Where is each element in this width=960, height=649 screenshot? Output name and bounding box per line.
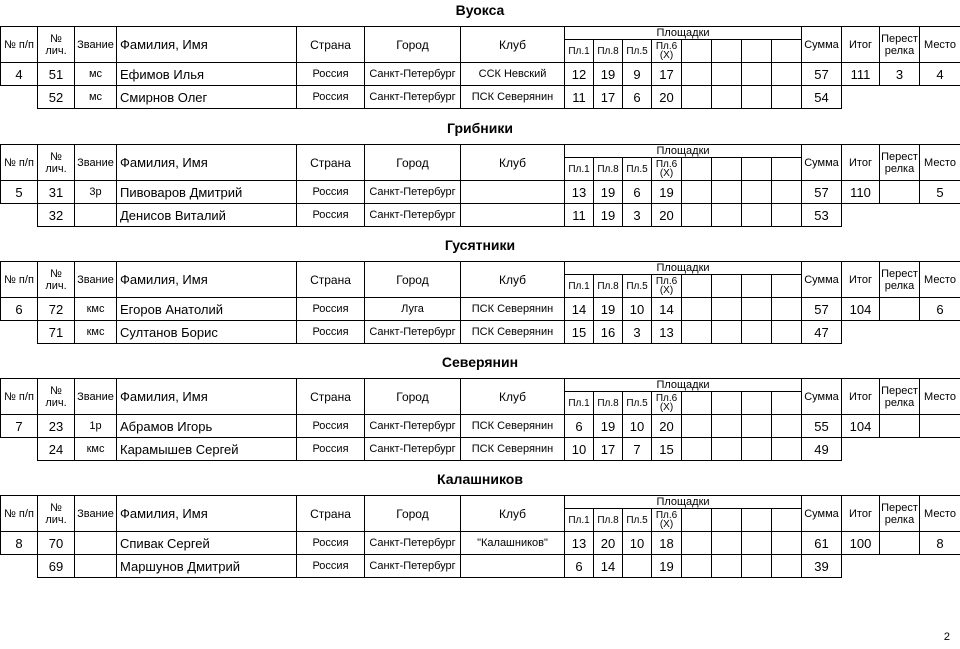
header-area-column <box>771 274 802 298</box>
header-area-column: Пл.5 <box>622 508 652 532</box>
city-cell: Санкт-Петербург <box>364 437 461 461</box>
score-cell: 13 <box>564 180 594 204</box>
sum-cell: 61 <box>801 531 842 555</box>
score-cell <box>771 62 802 86</box>
header-name: Фамилия, Имя <box>116 378 297 415</box>
rank-cell: 1р <box>74 414 117 438</box>
sum-cell: 49 <box>801 437 842 461</box>
header-area-column <box>711 391 742 415</box>
header-place: Место <box>919 378 960 415</box>
name-cell: Султанов Борис <box>116 320 297 344</box>
team-block <box>0 235 960 345</box>
header-area-column <box>681 391 712 415</box>
participant-num-cell: 70 <box>37 531 75 555</box>
score-cell <box>771 203 802 227</box>
score-cell: 19 <box>593 203 623 227</box>
header-areas: Площадки <box>564 261 802 275</box>
score-cell <box>711 320 742 344</box>
header-name: Фамилия, Имя <box>116 261 297 298</box>
header-area-column: Пл.6 (X) <box>651 274 682 298</box>
header-area-column: Пл.6 (X) <box>651 157 682 181</box>
header-reweigh: Перест релка <box>879 26 920 63</box>
header-area-column <box>681 508 712 532</box>
participant-num-cell: 31 <box>37 180 75 204</box>
sum-cell: 57 <box>801 297 842 321</box>
team-block <box>0 469 960 579</box>
name-cell: Смирнов Олег <box>116 85 297 109</box>
score-cell <box>741 180 772 204</box>
header-area-column: Пл.8 <box>593 157 623 181</box>
score-cell: 14 <box>564 297 594 321</box>
header-sum: Сумма <box>801 26 842 63</box>
reweigh-cell <box>879 414 920 438</box>
score-cell <box>711 180 742 204</box>
name-cell: Ефимов Илья <box>116 62 297 86</box>
header-num-pp: № п/п <box>0 495 38 532</box>
score-cell <box>711 297 742 321</box>
header-name: Фамилия, Имя <box>116 26 297 63</box>
club-cell: ПСК Северянин <box>460 414 565 438</box>
header-areas: Площадки <box>564 495 802 509</box>
header-reweigh: Перест релка <box>879 261 920 298</box>
name-cell: Карамышев Сергей <box>116 437 297 461</box>
score-cell <box>681 180 712 204</box>
header-area-column <box>711 157 742 181</box>
score-cell: 19 <box>651 180 682 204</box>
team-block <box>0 0 960 110</box>
country-cell: Россия <box>296 297 365 321</box>
score-cell: 12 <box>564 62 594 86</box>
sum-cell: 47 <box>801 320 842 344</box>
page-number: 2 <box>943 631 950 643</box>
score-cell: 19 <box>593 62 623 86</box>
header-area-column <box>711 39 742 63</box>
score-cell <box>681 531 712 555</box>
country-cell: Россия <box>296 203 365 227</box>
header-club: Клуб <box>460 261 565 298</box>
team-title: Гусятники <box>444 237 516 253</box>
score-cell: 19 <box>593 414 623 438</box>
header-country: Страна <box>296 495 365 532</box>
header-city: Город <box>364 261 461 298</box>
header-area-column: Пл.6 (X) <box>651 391 682 415</box>
sum-cell: 57 <box>801 62 842 86</box>
name-cell: Маршунов Дмитрий <box>116 554 297 578</box>
score-cell: 11 <box>564 85 594 109</box>
score-cell <box>681 85 712 109</box>
header-area-column <box>681 39 712 63</box>
score-cell <box>771 297 802 321</box>
score-cell: 19 <box>651 554 682 578</box>
header-city: Город <box>364 26 461 63</box>
rank-cell <box>74 554 117 578</box>
score-cell: 10 <box>622 531 652 555</box>
score-cell <box>711 414 742 438</box>
score-cell <box>741 320 772 344</box>
rank-cell: кмс <box>74 320 117 344</box>
score-cell <box>681 62 712 86</box>
header-area-column <box>741 391 772 415</box>
header-area-column: Пл.6 (X) <box>651 39 682 63</box>
name-cell: Пивоваров Дмитрий <box>116 180 297 204</box>
score-cell <box>771 320 802 344</box>
score-cell <box>622 554 652 578</box>
score-cell: 11 <box>564 203 594 227</box>
club-cell: "Калашников" <box>460 531 565 555</box>
header-club: Клуб <box>460 378 565 415</box>
score-cell: 19 <box>593 180 623 204</box>
header-area-column: Пл.8 <box>593 391 623 415</box>
participant-num-cell: 23 <box>37 414 75 438</box>
rank-cell <box>74 203 117 227</box>
score-cell <box>681 554 712 578</box>
header-reweigh: Перест релка <box>879 378 920 415</box>
header-area-column <box>771 39 802 63</box>
city-cell: Санкт-Петербург <box>364 203 461 227</box>
header-rank: Звание <box>74 144 117 181</box>
team-block <box>0 118 960 228</box>
reweigh-cell <box>879 297 920 321</box>
participant-num-cell: 69 <box>37 554 75 578</box>
header-rank: Звание <box>74 261 117 298</box>
header-area-column <box>741 157 772 181</box>
club-cell <box>460 180 565 204</box>
score-cell: 13 <box>651 320 682 344</box>
team-order-cell: 6 <box>0 297 38 321</box>
header-country: Страна <box>296 144 365 181</box>
header-place: Место <box>919 26 960 63</box>
header-name: Фамилия, Имя <box>116 495 297 532</box>
sum-cell: 57 <box>801 180 842 204</box>
sum-cell: 53 <box>801 203 842 227</box>
participant-num-cell: 32 <box>37 203 75 227</box>
team-order-cell: 4 <box>0 62 38 86</box>
club-cell: ПСК Северянин <box>460 320 565 344</box>
club-cell: ПСК Северянин <box>460 297 565 321</box>
city-cell: Санкт-Петербург <box>364 62 461 86</box>
country-cell: Россия <box>296 62 365 86</box>
score-cell <box>771 554 802 578</box>
city-cell: Санкт-Петербург <box>364 85 461 109</box>
total-cell: 104 <box>841 297 880 321</box>
team-order-cell: 7 <box>0 414 38 438</box>
place-cell: 8 <box>919 531 960 555</box>
header-country: Страна <box>296 261 365 298</box>
country-cell: Россия <box>296 85 365 109</box>
header-area-column: Пл.5 <box>622 39 652 63</box>
city-cell: Санкт-Петербург <box>364 414 461 438</box>
club-cell: ССК Невский <box>460 62 565 86</box>
total-cell: 104 <box>841 414 880 438</box>
score-cell: 20 <box>593 531 623 555</box>
header-num-lich: № лич. <box>37 144 75 181</box>
header-area-column <box>741 274 772 298</box>
reweigh-cell <box>879 531 920 555</box>
sum-cell: 55 <box>801 414 842 438</box>
score-cell <box>711 62 742 86</box>
place-cell: 6 <box>919 297 960 321</box>
country-cell: Россия <box>296 554 365 578</box>
place-cell: 4 <box>919 62 960 86</box>
rank-cell: мс <box>74 85 117 109</box>
header-num-lich: № лич. <box>37 261 75 298</box>
name-cell: Спивак Сергей <box>116 531 297 555</box>
header-reweigh: Перест релка <box>879 144 920 181</box>
place-cell <box>919 414 960 438</box>
participant-num-cell: 51 <box>37 62 75 86</box>
name-cell: Егоров Анатолий <box>116 297 297 321</box>
score-cell <box>681 203 712 227</box>
score-cell <box>711 554 742 578</box>
header-area-column: Пл.1 <box>564 157 594 181</box>
header-sum: Сумма <box>801 144 842 181</box>
header-total: Итог <box>841 495 880 532</box>
header-num-lich: № лич. <box>37 26 75 63</box>
header-reweigh: Перест релка <box>879 495 920 532</box>
header-area-column: Пл.8 <box>593 39 623 63</box>
score-cell: 19 <box>593 297 623 321</box>
score-cell: 20 <box>651 85 682 109</box>
header-place: Место <box>919 144 960 181</box>
header-total: Итог <box>841 261 880 298</box>
team-block <box>0 352 960 462</box>
score-cell: 9 <box>622 62 652 86</box>
header-area-column <box>711 508 742 532</box>
header-areas: Площадки <box>564 26 802 40</box>
participant-num-cell: 24 <box>37 437 75 461</box>
total-cell: 110 <box>841 180 880 204</box>
header-club: Клуб <box>460 495 565 532</box>
country-cell: Россия <box>296 437 365 461</box>
score-cell: 13 <box>564 531 594 555</box>
header-city: Город <box>364 378 461 415</box>
score-cell: 3 <box>622 320 652 344</box>
club-cell <box>460 203 565 227</box>
score-cell <box>771 437 802 461</box>
city-cell: Санкт-Петербург <box>364 554 461 578</box>
header-total: Итог <box>841 144 880 181</box>
header-area-column: Пл.8 <box>593 274 623 298</box>
score-cell: 7 <box>622 437 652 461</box>
header-area-column: Пл.5 <box>622 274 652 298</box>
total-cell: 100 <box>841 531 880 555</box>
score-cell: 3 <box>622 203 652 227</box>
score-cell <box>741 62 772 86</box>
score-cell <box>771 180 802 204</box>
header-num-pp: № п/п <box>0 261 38 298</box>
score-cell <box>711 85 742 109</box>
place-cell: 5 <box>919 180 960 204</box>
rank-cell <box>74 531 117 555</box>
header-num-lich: № лич. <box>37 378 75 415</box>
team-title: Вуокса <box>455 2 505 18</box>
header-city: Город <box>364 144 461 181</box>
score-cell: 17 <box>593 85 623 109</box>
rank-cell: 3р <box>74 180 117 204</box>
score-cell: 6 <box>622 85 652 109</box>
header-rank: Звание <box>74 26 117 63</box>
club-cell <box>460 554 565 578</box>
country-cell: Россия <box>296 531 365 555</box>
rank-cell: мс <box>74 62 117 86</box>
team-title: Калашников <box>437 471 523 487</box>
score-cell <box>681 297 712 321</box>
header-area-column <box>771 157 802 181</box>
score-cell: 20 <box>651 414 682 438</box>
score-cell: 17 <box>651 62 682 86</box>
header-area-column: Пл.6 (X) <box>651 508 682 532</box>
header-club: Клуб <box>460 144 565 181</box>
header-city: Город <box>364 495 461 532</box>
city-cell: Санкт-Петербург <box>364 320 461 344</box>
score-cell <box>771 414 802 438</box>
header-area-column: Пл.1 <box>564 39 594 63</box>
participant-num-cell: 71 <box>37 320 75 344</box>
header-area-column <box>741 39 772 63</box>
score-cell: 10 <box>564 437 594 461</box>
header-area-column: Пл.1 <box>564 508 594 532</box>
header-area-column: Пл.5 <box>622 391 652 415</box>
reweigh-cell: 3 <box>879 62 920 86</box>
score-cell: 6 <box>564 554 594 578</box>
score-cell <box>681 320 712 344</box>
rank-cell: кмс <box>74 437 117 461</box>
score-cell <box>741 554 772 578</box>
score-cell: 14 <box>651 297 682 321</box>
score-cell <box>711 531 742 555</box>
score-cell: 20 <box>651 203 682 227</box>
participant-num-cell: 52 <box>37 85 75 109</box>
header-country: Страна <box>296 26 365 63</box>
score-cell <box>771 85 802 109</box>
score-cell <box>741 414 772 438</box>
header-rank: Звание <box>74 378 117 415</box>
header-num-pp: № п/п <box>0 378 38 415</box>
reweigh-cell <box>879 180 920 204</box>
name-cell: Абрамов Игорь <box>116 414 297 438</box>
header-area-column <box>681 274 712 298</box>
score-cell <box>741 437 772 461</box>
header-areas: Площадки <box>564 144 802 158</box>
score-cell <box>741 203 772 227</box>
score-cell: 18 <box>651 531 682 555</box>
team-order-cell: 8 <box>0 531 38 555</box>
header-area-column <box>771 391 802 415</box>
header-num-pp: № п/п <box>0 144 38 181</box>
header-sum: Сумма <box>801 261 842 298</box>
header-place: Место <box>919 495 960 532</box>
participant-num-cell: 72 <box>37 297 75 321</box>
score-cell: 10 <box>622 414 652 438</box>
club-cell: ПСК Северянин <box>460 85 565 109</box>
score-cell: 15 <box>651 437 682 461</box>
header-area-column: Пл.5 <box>622 157 652 181</box>
total-cell: 111 <box>841 62 880 86</box>
club-cell: ПСК Северянин <box>460 437 565 461</box>
header-sum: Сумма <box>801 378 842 415</box>
country-cell: Россия <box>296 320 365 344</box>
score-cell: 10 <box>622 297 652 321</box>
header-place: Место <box>919 261 960 298</box>
score-cell: 15 <box>564 320 594 344</box>
header-areas: Площадки <box>564 378 802 392</box>
score-cell <box>711 203 742 227</box>
country-cell: Россия <box>296 180 365 204</box>
header-area-column <box>771 508 802 532</box>
score-cell: 14 <box>593 554 623 578</box>
score-cell: 17 <box>593 437 623 461</box>
team-title: Северянин <box>441 354 519 370</box>
header-area-column: Пл.8 <box>593 508 623 532</box>
name-cell: Денисов Виталий <box>116 203 297 227</box>
country-cell: Россия <box>296 414 365 438</box>
header-num-pp: № п/п <box>0 26 38 63</box>
header-total: Итог <box>841 378 880 415</box>
score-cell <box>711 437 742 461</box>
header-country: Страна <box>296 378 365 415</box>
header-area-column <box>711 274 742 298</box>
score-cell <box>681 414 712 438</box>
header-area-column: Пл.1 <box>564 274 594 298</box>
score-cell <box>741 85 772 109</box>
score-cell: 16 <box>593 320 623 344</box>
city-cell: Санкт-Петербург <box>364 180 461 204</box>
header-num-lich: № лич. <box>37 495 75 532</box>
score-cell <box>771 531 802 555</box>
sum-cell: 39 <box>801 554 842 578</box>
header-club: Клуб <box>460 26 565 63</box>
score-cell: 6 <box>622 180 652 204</box>
header-area-column <box>741 508 772 532</box>
header-total: Итог <box>841 26 880 63</box>
team-order-cell: 5 <box>0 180 38 204</box>
header-sum: Сумма <box>801 495 842 532</box>
team-title: Грибники <box>447 120 513 136</box>
city-cell: Санкт-Петербург <box>364 531 461 555</box>
header-name: Фамилия, Имя <box>116 144 297 181</box>
header-area-column <box>681 157 712 181</box>
sum-cell: 54 <box>801 85 842 109</box>
header-area-column: Пл.1 <box>564 391 594 415</box>
city-cell: Луга <box>364 297 461 321</box>
score-cell <box>741 297 772 321</box>
score-cell <box>681 437 712 461</box>
score-cell: 6 <box>564 414 594 438</box>
score-cell <box>741 531 772 555</box>
rank-cell: кмс <box>74 297 117 321</box>
header-rank: Звание <box>74 495 117 532</box>
